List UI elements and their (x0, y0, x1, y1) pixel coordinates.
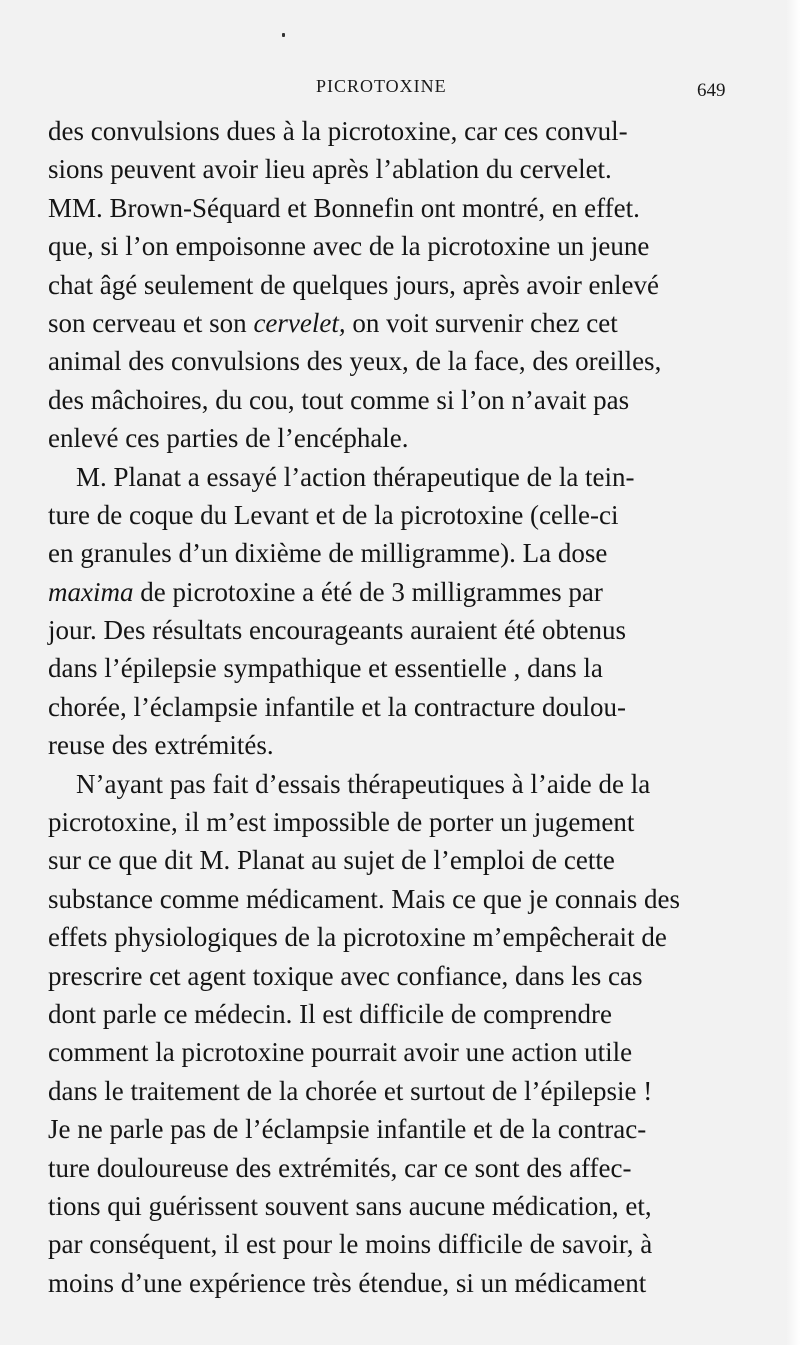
text-line: reuse des extrémités. (48, 730, 274, 761)
text-line: tions qui guérissent souvent sans aucune médication, et, (48, 1190, 652, 1221)
running-head (0, 76, 800, 100)
text-run: de picrotoxine a été de 3 milligrammes par (133, 576, 603, 607)
text-line: par conséquent, il est pour le moins difficile de savoir, à (48, 1229, 653, 1260)
paragraph-first-line: N’ayant pas fait d’essais thérapeutiques à l’aide de la (76, 768, 651, 799)
text-line: Je ne parle pas de l’éclampsie infantile et de la contrac- (48, 1114, 647, 1145)
text-line: dans le traitement de la chorée et surtout de l’épilepsie ! (48, 1075, 653, 1106)
text-line: animal des convulsions des yeux, de la face, des oreilles, (48, 346, 662, 377)
text-line: sions peuvent avoir lieu après l’ablation du cervelet. (48, 154, 612, 185)
text-line: ture de coque du Levant et de la picrotoxine (celle-ci (48, 499, 619, 530)
text-line: picrotoxine, il m’est impossible de porter un jugement (48, 807, 635, 838)
text-line: chorée, l’éclampsie infantile et la contracture doulou- (48, 691, 626, 722)
text-run: on voit survenir chez cet (345, 307, 618, 338)
body-text (48, 112, 738, 1302)
italic-word: maxima (48, 576, 134, 607)
scan-edge (786, 0, 800, 1345)
italic-word: cervelet, (253, 307, 346, 338)
text-line (48, 304, 738, 342)
text-line: des convulsions dues à la picrotoxine, car ces convul- (48, 116, 628, 146)
text-run: son cerveau et son (48, 307, 254, 338)
text-line: dans l’épilepsie sympathique et essentielle , dans la (48, 653, 603, 684)
text-line: MM. Brown-Séquard et Bonnefin ont montré, en effet. (48, 192, 640, 223)
text-line: effets physiologiques de la picrotoxine m’empêcherait de (48, 922, 667, 953)
text-line (48, 573, 738, 611)
text-line: en granules d’un dixième de milligramme). La dose (48, 538, 608, 569)
ink-speck (282, 33, 285, 37)
text-line: substance comme médicament. Mais ce que je connais des (48, 883, 681, 914)
text-line: dont parle ce médecin. Il est difficile de comprendre (48, 998, 613, 1029)
running-title: PICROTOXINE (316, 76, 447, 96)
text-line: prescrire cet agent toxique avec confiance, dans les cas (48, 960, 643, 991)
text-line: moins d’une expérience très étendue, si un médicament (48, 1267, 647, 1298)
text-line: comment la picrotoxine pourrait avoir une action utile (48, 1037, 633, 1068)
text-line: ture douloureuse des extrémités, car ce sont des affec- (48, 1152, 632, 1183)
text-line: des mâchoires, du cou, tout comme si l’on n’avait pas (48, 384, 630, 415)
page-number: 649 (697, 80, 726, 101)
text-line: jour. Des résultats encourageants auraient été obtenus (48, 615, 627, 646)
text-line: chat âgé seulement de quelques jours, après avoir enlevé (48, 269, 660, 300)
paragraph-first-line: M. Planat a essayé l’action thérapeutique de la tein- (76, 461, 635, 492)
text-line: sur ce que dit M. Planat au sujet de l’emploi de cette (48, 845, 615, 876)
text-line: enlevé ces parties de l’encéphale. (48, 423, 409, 454)
text-line: que, si l’on empoisonne avec de la picrotoxine un jeune (48, 231, 650, 262)
